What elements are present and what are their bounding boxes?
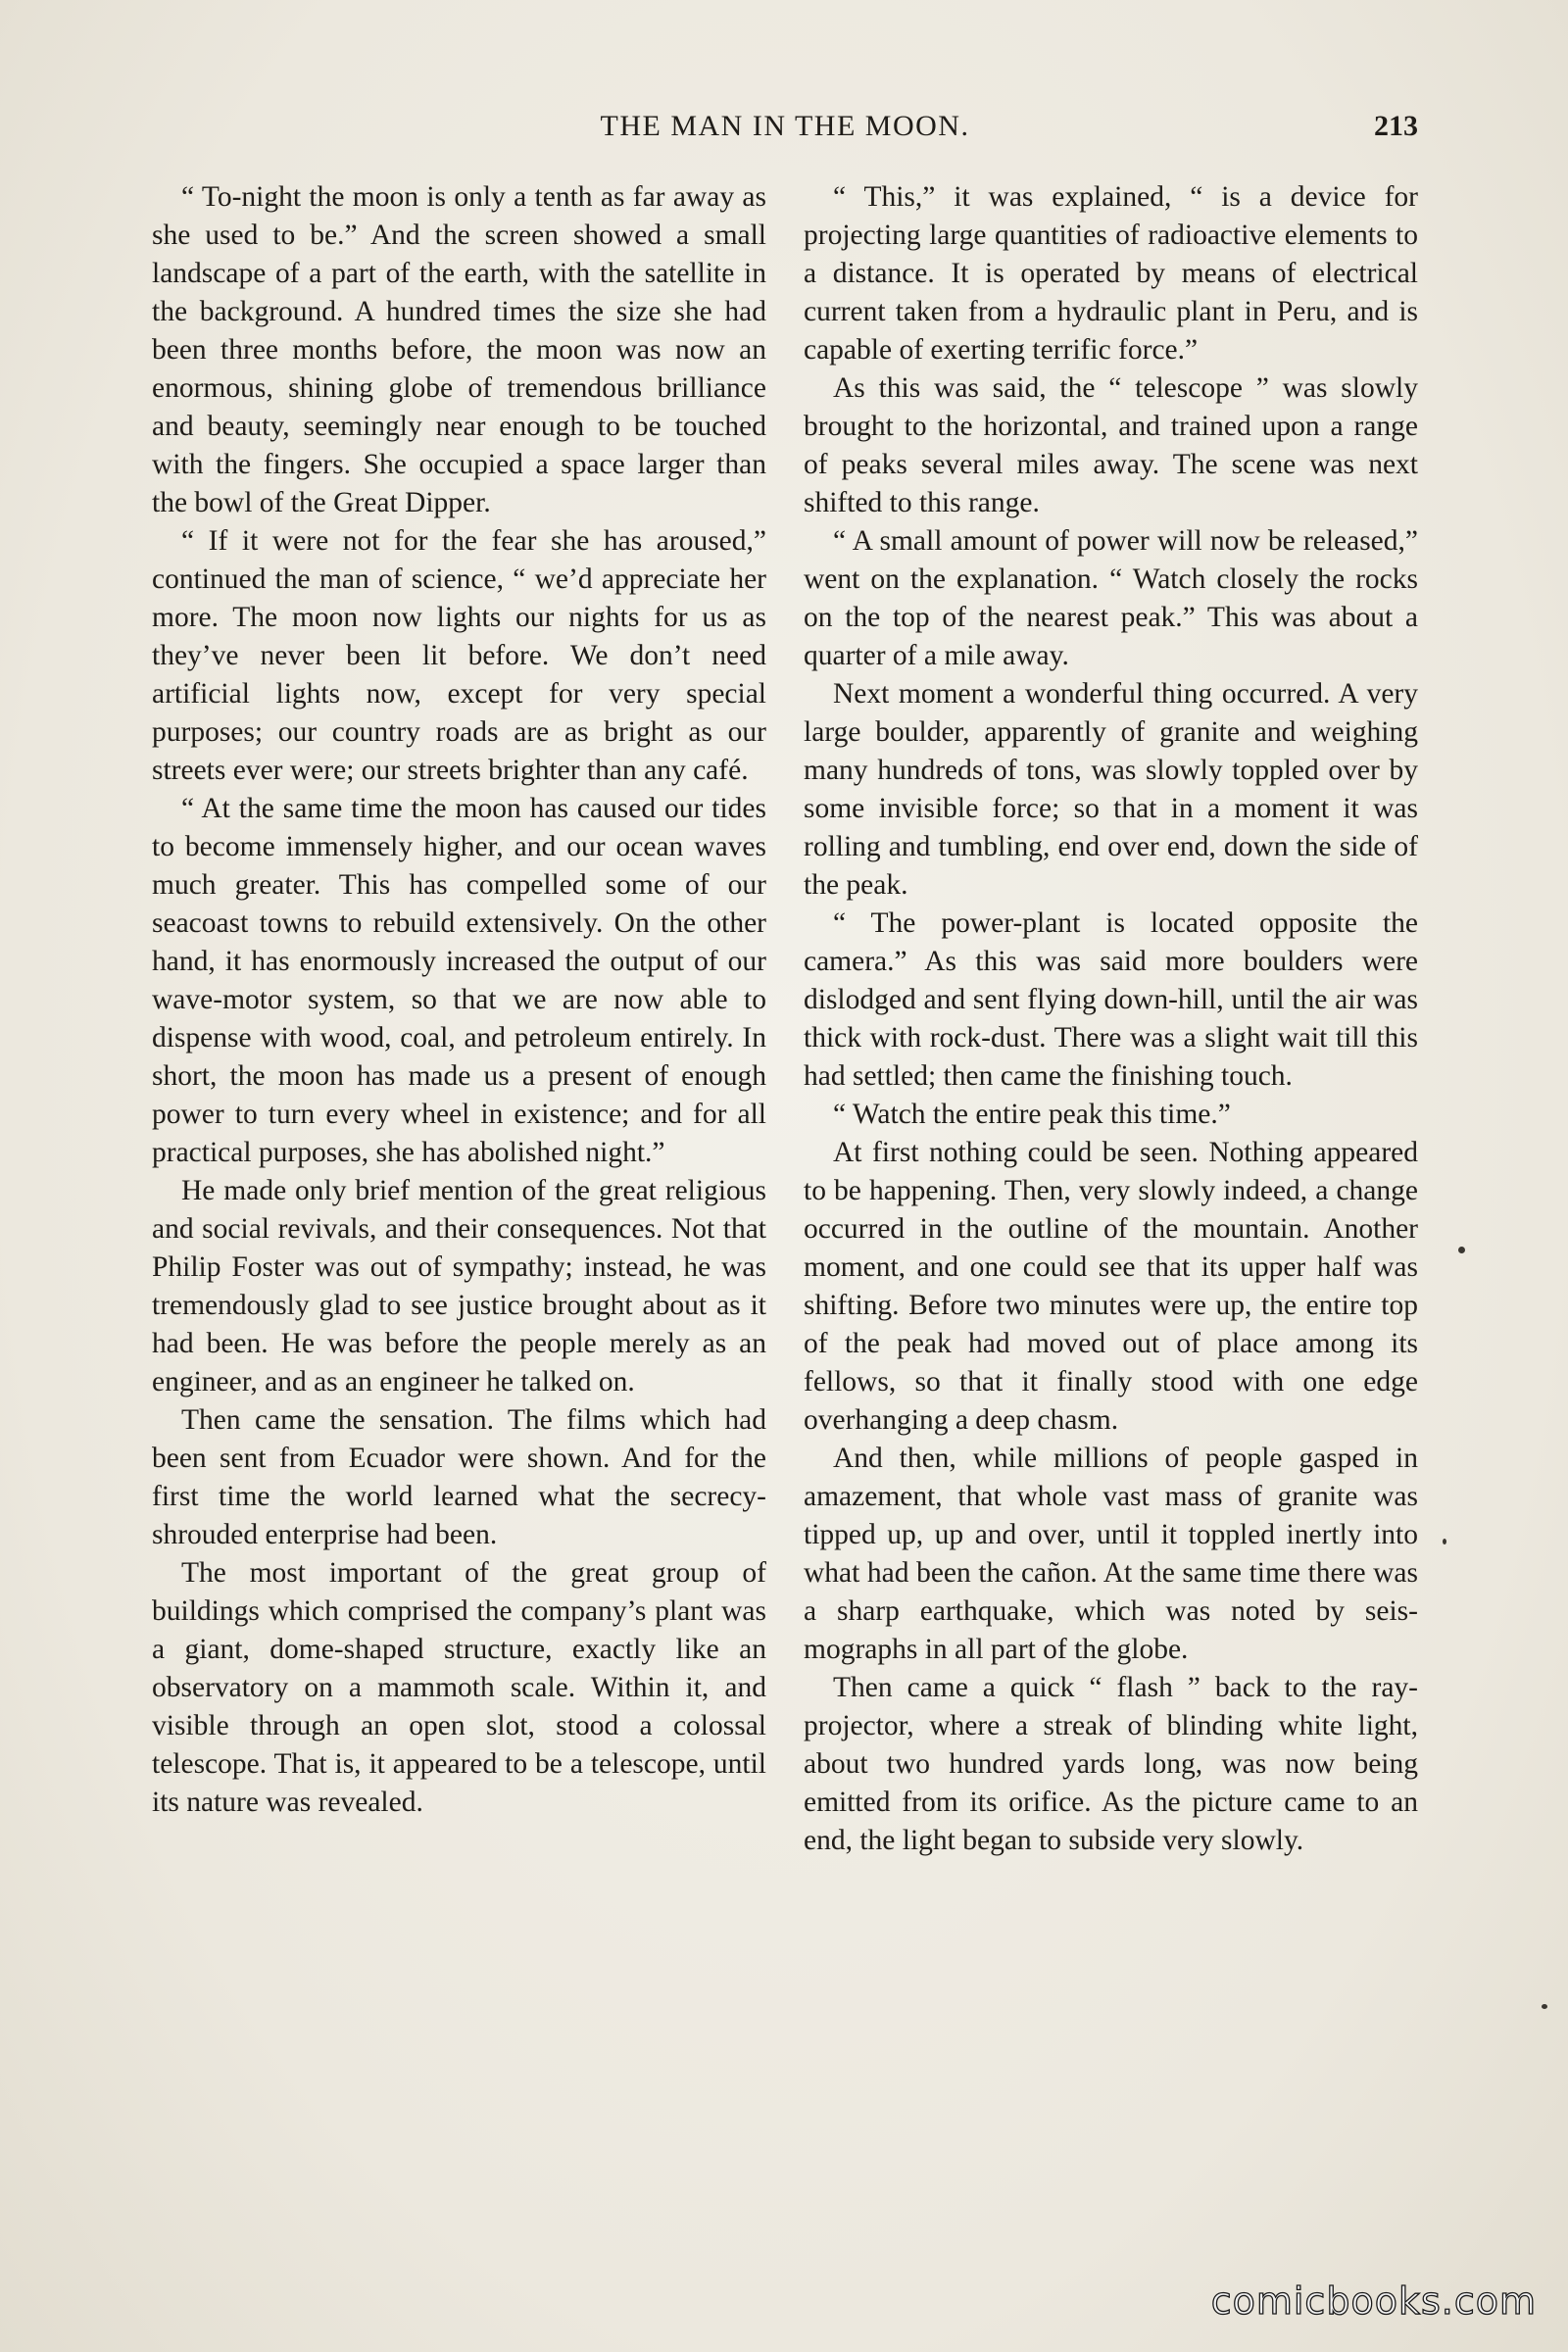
- paragraph: And then, while millions of people gasped in amazement, that whole vast mass of granite was tipped up, up and over, until it toppled inertly into what had been the cañon. At the same time there was a sharp earthquake, which was noted by seismographs in all part of the globe.: [804, 1443, 1418, 1665]
- paragraph: “ Watch the entire peak this time.”: [833, 1099, 1231, 1130]
- paragraph: Then came the sensation. The films which had been sent from Ecuador were shown. And for the first time the world learned what the secrecy-shrouded enterprise had been.: [152, 1404, 766, 1550]
- paragraph: “ To-night the moon is only a tenth as far away as she used to be.” And the screen showed a small landscape of a part of the earth, with the satellite in the background. A hundred times the size she had been three months before, the moon was now an enormous, shining globe of tremendous brilliance and beauty, seemingly near enough to be touched with the fingers. She occupied a space larger than the bowl of the Great Dipper.: [152, 181, 766, 518]
- paragraph: He made only brief mention of the great religious and social revivals, and their consequences. Not that Philip Foster was out of sympathy; instead, he was tremendously glad to see justice brought about as it had been. He was before the people merely as an engineer, and as an engineer he talked on.: [152, 1175, 766, 1397]
- paragraph: Next moment a wonderful thing occurred. A very large boulder, apparently of granite and weighing many hundreds of tons, was slowly toppled over by some invisible force; so that in a moment it was rolling and tumbling, end over end, down the side of the peak.: [804, 678, 1418, 901]
- left-text-column: [152, 178, 766, 1822]
- paragraph: “ This,” it was explained, “ is a device for projecting large quantities of radioactive elements to a distance. It is operated by means of electrical current taken from a hydraulic plant in Peru, and is capable of exerting terrific force.”: [804, 181, 1418, 366]
- paper-speck: [1458, 1247, 1465, 1253]
- paragraph: “ If it were not for the fear she has aroused,” continued the man of science, “ we’d appreciate her more. The moon now lights our nights for us as they’ve never been lit before. We don’t need artificial lights now, except for very special purposes; our country roads are as bright as our streets ever were; our streets brighter than any café.: [152, 525, 766, 786]
- right-text-column: [804, 178, 1418, 1860]
- paragraph: Then came a quick “ flash ” back to the ray-projector, where a streak of blinding white light, about two hundred yards long, was now being emitted from its orifice. As the picture came to an end, the light began to subside very slowly.: [804, 1672, 1418, 1856]
- paper-speck: [1443, 1539, 1446, 1544]
- paragraph: “ At the same time the moon has caused our tides to become immensely higher, and our ocean waves much greater. This has compelled some of our seacoast towns to rebuild extensively. On the other hand, it has enormously increased the output of our wave-motor system, so that we are now able to dispense with wood, coal, and petroleum entirely. In short, the moon has made us a present of enough power to turn every wheel in existence; and for all practical purposes, she has abolished night.”: [152, 793, 766, 1168]
- page-number: 213: [1374, 110, 1418, 142]
- paper-speck: [1542, 2004, 1547, 2009]
- paragraph: The most important of the great group of buildings which comprised the company’s plant was a giant, dome-shaped structure, exactly like an observatory on a mammoth scale. Within it, and visible through an open slot, stood a colossal telescope. That is, it appeared to be a telescope, until its nature was revealed.: [152, 1557, 766, 1818]
- paragraph: At first nothing could be seen. Nothing appeared to be happening. Then, very slowly indeed, a change occurred in the outline of the mountain. Another moment, and one could see that its upper half was shifting. Before two minutes were up, the entire top of the peak had moved out of place among its fellows, so that it finally stood with one edge overhanging a deep chasm.: [804, 1137, 1418, 1436]
- paragraph: As this was said, the “ telescope ” was slowly brought to the horizontal, and trained upon a range of peaks several miles away. The scene was next shifted to this range.: [804, 372, 1418, 518]
- paragraph: “ A small amount of power will now be released,” went on the explanation. “ Watch closely the rocks on the top of the nearest peak.” This was about a quarter of a mile away.: [804, 525, 1418, 671]
- paragraph: “ The power-plant is located opposite the camera.” As this was said more boulders were dislodged and sent flying down-hill, until the air was thick with rock-dust. There was a slight wait till this had settled; then came the finishing touch.: [804, 907, 1418, 1092]
- running-title: THE MAN IN THE MOON.: [600, 110, 970, 142]
- watermark-logo: comicbooks.com: [1210, 2279, 1537, 2323]
- page-header: [152, 110, 1418, 159]
